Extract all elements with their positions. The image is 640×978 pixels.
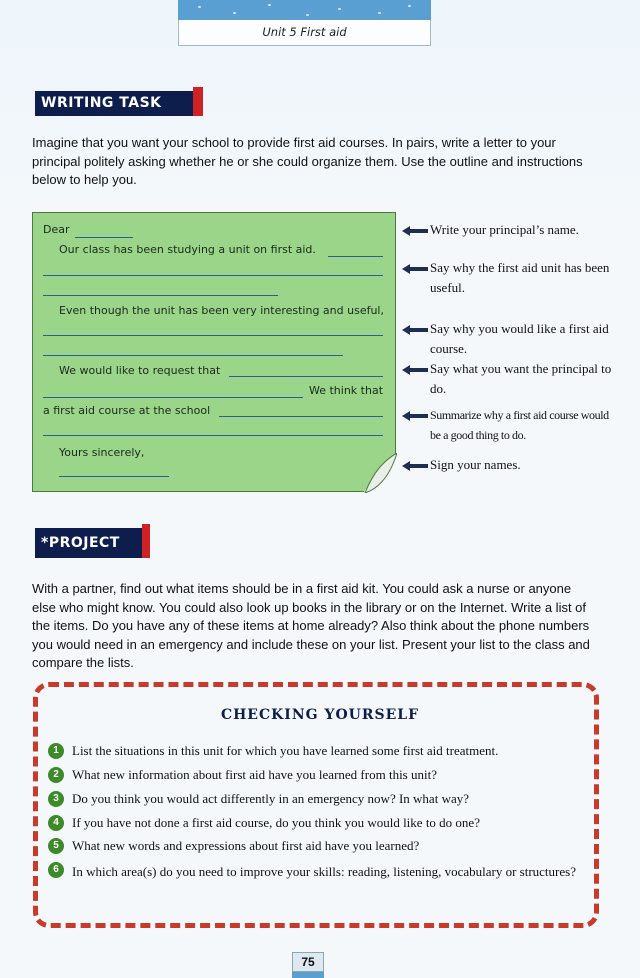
arrow-left-icon: [402, 411, 428, 421]
project-tag: *PROJECT: [35, 528, 142, 558]
letter-line-4: We think that: [309, 384, 384, 397]
letter-line-1: Our class has been studying a unit on first aid.: [59, 243, 316, 256]
letter-line-2: Even though the unit has been very interesting and useful,: [59, 304, 384, 317]
unit-label: Unit 5 First aid: [178, 20, 431, 46]
number-badge: 2: [48, 767, 64, 783]
project-text: With a partner, find out what items should be in a first aid kit. You could ask a nurse or anyone else who might know. You could also look up books in the library or on the Internet. Write a list of the items. Do you have any of these items at home already? Also think about the phone numbers you would need in an emergency and include these on your list. Present your list to the class and compare the lists.: [32, 581, 590, 670]
arrow-left-icon: [402, 226, 428, 236]
number-badge: 1: [48, 743, 64, 759]
checking-yourself-title: CHECKING YOURSELF: [220, 707, 420, 723]
number-badge: 4: [48, 815, 64, 831]
page-curl-icon: [363, 453, 397, 493]
letter-closing: Yours sincerely,: [59, 446, 145, 459]
number-badge: 5: [48, 838, 64, 854]
header-decoration: [178, 0, 431, 20]
page-number: 75: [292, 952, 324, 972]
number-badge: 6: [48, 862, 64, 878]
letter-line-3: We would like to request that: [59, 364, 221, 377]
letter-line-5: a first aid course at the school: [43, 404, 211, 417]
writing-task-tag: WRITING TASK: [35, 91, 193, 116]
arrow-left-icon: [402, 461, 428, 471]
letter-template: [32, 212, 396, 492]
arrow-left-icon: [402, 264, 428, 274]
arrow-left-icon: [402, 365, 428, 375]
number-badge: 3: [48, 791, 64, 807]
letter-dear: Dear: [43, 223, 70, 236]
arrow-left-icon: [402, 325, 428, 335]
writing-task-intro: Imagine that you want your school to provide first aid courses. In pairs, write a letter to your principal politely asking whether he or she could organize them. Use the outline and instructions below to help you.: [32, 135, 583, 187]
